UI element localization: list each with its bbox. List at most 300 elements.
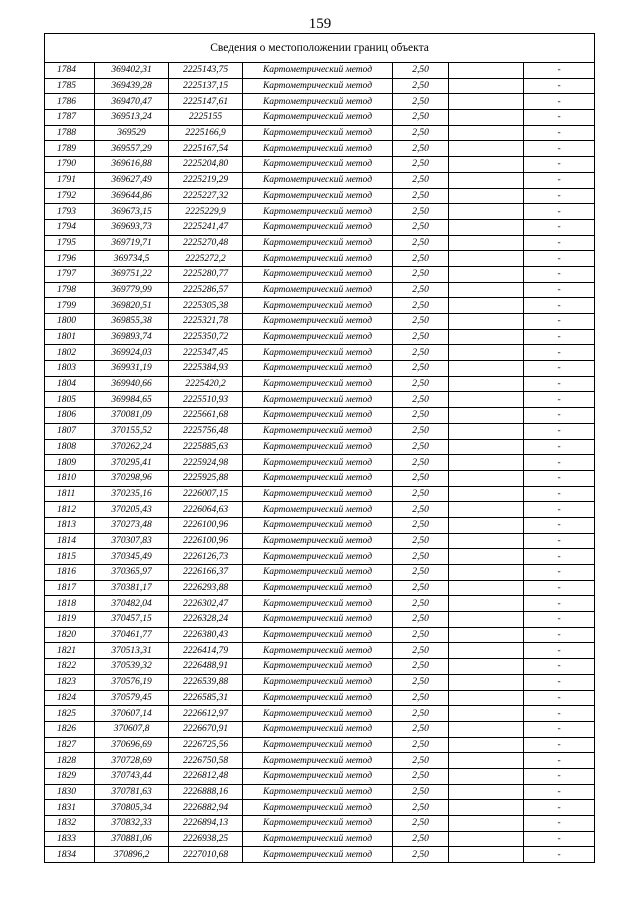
- point-number-cell: 1806: [45, 408, 95, 424]
- point-number-cell: 1827: [45, 737, 95, 753]
- x-coordinate-cell: 370461,77: [95, 627, 169, 643]
- accuracy-cell: 2,50: [393, 376, 449, 392]
- point-number-cell: 1793: [45, 204, 95, 220]
- method-cell: Картометрический метод: [243, 800, 393, 816]
- method-cell: Картометрический метод: [243, 376, 393, 392]
- description-cell: -: [524, 361, 595, 377]
- y-coordinate-cell: 2225756,48: [169, 423, 243, 439]
- accuracy-cell: 2,50: [393, 282, 449, 298]
- point-number-cell: 1789: [45, 141, 95, 157]
- empty-cell: [449, 314, 524, 330]
- description-cell: -: [524, 533, 595, 549]
- method-cell: Картометрический метод: [243, 266, 393, 282]
- empty-cell: [449, 847, 524, 863]
- accuracy-cell: 2,50: [393, 549, 449, 565]
- empty-cell: [449, 721, 524, 737]
- method-cell: Картометрический метод: [243, 345, 393, 361]
- description-cell: -: [524, 172, 595, 188]
- method-cell: Картометрический метод: [243, 63, 393, 79]
- method-cell: Картометрический метод: [243, 110, 393, 126]
- table-row: [45, 470, 595, 486]
- empty-cell: [449, 439, 524, 455]
- description-cell: -: [524, 753, 595, 769]
- table-row: [45, 533, 595, 549]
- point-number-cell: 1800: [45, 314, 95, 330]
- method-cell: Картометрический метод: [243, 565, 393, 581]
- y-coordinate-cell: 2225305,38: [169, 298, 243, 314]
- x-coordinate-cell: 369627,49: [95, 172, 169, 188]
- point-number-cell: 1817: [45, 580, 95, 596]
- y-coordinate-cell: 2226882,94: [169, 800, 243, 816]
- table-row: [45, 266, 595, 282]
- table-row: [45, 204, 595, 220]
- y-coordinate-cell: 2226414,79: [169, 643, 243, 659]
- method-cell: Картометрический метод: [243, 204, 393, 220]
- empty-cell: [449, 141, 524, 157]
- description-cell: -: [524, 847, 595, 863]
- empty-cell: [449, 78, 524, 94]
- table-title: Сведения о местоположении границ объекта: [45, 34, 595, 63]
- method-cell: Картометрический метод: [243, 721, 393, 737]
- y-coordinate-cell: 2226812,48: [169, 768, 243, 784]
- point-number-cell: 1811: [45, 486, 95, 502]
- description-cell: -: [524, 219, 595, 235]
- table-row: [45, 172, 595, 188]
- y-coordinate-cell: 2225420,2: [169, 376, 243, 392]
- description-cell: -: [524, 627, 595, 643]
- point-number-cell: 1788: [45, 125, 95, 141]
- description-cell: -: [524, 125, 595, 141]
- point-number-cell: 1816: [45, 565, 95, 581]
- empty-cell: [449, 219, 524, 235]
- boundary-coordinates-table: [44, 33, 595, 863]
- method-cell: Картометрический метод: [243, 188, 393, 204]
- accuracy-cell: 2,50: [393, 517, 449, 533]
- method-cell: Картометрический метод: [243, 392, 393, 408]
- method-cell: Картометрический метод: [243, 94, 393, 110]
- table-row: [45, 517, 595, 533]
- method-cell: Картометрический метод: [243, 157, 393, 173]
- point-number-cell: 1807: [45, 423, 95, 439]
- accuracy-cell: 2,50: [393, 266, 449, 282]
- table-row: [45, 565, 595, 581]
- x-coordinate-cell: 370539,32: [95, 659, 169, 675]
- empty-cell: [449, 94, 524, 110]
- point-number-cell: 1804: [45, 376, 95, 392]
- accuracy-cell: 2,50: [393, 596, 449, 612]
- method-cell: Картометрический метод: [243, 706, 393, 722]
- y-coordinate-cell: 2226293,88: [169, 580, 243, 596]
- description-cell: -: [524, 816, 595, 832]
- accuracy-cell: 2,50: [393, 674, 449, 690]
- description-cell: -: [524, 345, 595, 361]
- method-cell: Картометрический метод: [243, 816, 393, 832]
- x-coordinate-cell: 370295,41: [95, 455, 169, 471]
- point-number-cell: 1798: [45, 282, 95, 298]
- x-coordinate-cell: 370781,63: [95, 784, 169, 800]
- accuracy-cell: 2,50: [393, 204, 449, 220]
- point-number-cell: 1822: [45, 659, 95, 675]
- description-cell: -: [524, 423, 595, 439]
- description-cell: -: [524, 659, 595, 675]
- y-coordinate-cell: 2226488,91: [169, 659, 243, 675]
- accuracy-cell: 2,50: [393, 314, 449, 330]
- empty-cell: [449, 157, 524, 173]
- method-cell: Картометрический метод: [243, 439, 393, 455]
- method-cell: Картометрический метод: [243, 533, 393, 549]
- x-coordinate-cell: 369734,5: [95, 251, 169, 267]
- description-cell: -: [524, 470, 595, 486]
- point-number-cell: 1791: [45, 172, 95, 188]
- description-cell: -: [524, 63, 595, 79]
- method-cell: Картометрический метод: [243, 423, 393, 439]
- table-row: [45, 612, 595, 628]
- y-coordinate-cell: 2226725,56: [169, 737, 243, 753]
- accuracy-cell: 2,50: [393, 361, 449, 377]
- x-coordinate-cell: 369820,51: [95, 298, 169, 314]
- method-cell: Картометрический метод: [243, 78, 393, 94]
- point-number-cell: 1815: [45, 549, 95, 565]
- accuracy-cell: 2,50: [393, 63, 449, 79]
- point-number-cell: 1805: [45, 392, 95, 408]
- point-number-cell: 1828: [45, 753, 95, 769]
- description-cell: -: [524, 376, 595, 392]
- empty-cell: [449, 800, 524, 816]
- empty-cell: [449, 423, 524, 439]
- table-row: [45, 580, 595, 596]
- method-cell: Картометрический метод: [243, 517, 393, 533]
- point-number-cell: 1810: [45, 470, 95, 486]
- y-coordinate-cell: 2225270,48: [169, 235, 243, 251]
- method-cell: Картометрический метод: [243, 172, 393, 188]
- description-cell: -: [524, 549, 595, 565]
- empty-cell: [449, 533, 524, 549]
- point-number-cell: 1787: [45, 110, 95, 126]
- description-cell: -: [524, 643, 595, 659]
- accuracy-cell: 2,50: [393, 235, 449, 251]
- point-number-cell: 1813: [45, 517, 95, 533]
- empty-cell: [449, 596, 524, 612]
- method-cell: Картометрический метод: [243, 251, 393, 267]
- point-number-cell: 1826: [45, 721, 95, 737]
- accuracy-cell: 2,50: [393, 706, 449, 722]
- description-cell: -: [524, 721, 595, 737]
- empty-cell: [449, 784, 524, 800]
- point-number-cell: 1785: [45, 78, 95, 94]
- x-coordinate-cell: 369470,47: [95, 94, 169, 110]
- description-cell: -: [524, 110, 595, 126]
- y-coordinate-cell: 2226539,88: [169, 674, 243, 690]
- point-number-cell: 1831: [45, 800, 95, 816]
- point-number-cell: 1803: [45, 361, 95, 377]
- point-number-cell: 1818: [45, 596, 95, 612]
- y-coordinate-cell: 2226100,96: [169, 533, 243, 549]
- empty-cell: [449, 298, 524, 314]
- table-row: [45, 439, 595, 455]
- accuracy-cell: 2,50: [393, 690, 449, 706]
- y-coordinate-cell: 2225286,57: [169, 282, 243, 298]
- x-coordinate-cell: 369751,22: [95, 266, 169, 282]
- description-cell: -: [524, 737, 595, 753]
- y-coordinate-cell: 2226064,63: [169, 502, 243, 518]
- table-row: [45, 408, 595, 424]
- y-coordinate-cell: 2225227,32: [169, 188, 243, 204]
- table-row: [45, 816, 595, 832]
- x-coordinate-cell: 370457,15: [95, 612, 169, 628]
- x-coordinate-cell: 370896,2: [95, 847, 169, 863]
- table-row: [45, 125, 595, 141]
- x-coordinate-cell: 369557,29: [95, 141, 169, 157]
- table-row: [45, 392, 595, 408]
- table-row: [45, 298, 595, 314]
- table-row: [45, 141, 595, 157]
- table-title-row: [45, 34, 595, 63]
- x-coordinate-cell: 369402,31: [95, 63, 169, 79]
- empty-cell: [449, 408, 524, 424]
- description-cell: -: [524, 690, 595, 706]
- table-row: [45, 251, 595, 267]
- point-number-cell: 1796: [45, 251, 95, 267]
- description-cell: -: [524, 596, 595, 612]
- method-cell: Картометрический метод: [243, 753, 393, 769]
- y-coordinate-cell: 2225510,93: [169, 392, 243, 408]
- table-row: [45, 643, 595, 659]
- y-coordinate-cell: 2227010,68: [169, 847, 243, 863]
- x-coordinate-cell: 370607,8: [95, 721, 169, 737]
- empty-cell: [449, 63, 524, 79]
- y-coordinate-cell: 2226612,97: [169, 706, 243, 722]
- table-row: [45, 549, 595, 565]
- x-coordinate-cell: 369693,73: [95, 219, 169, 235]
- y-coordinate-cell: 2225204,80: [169, 157, 243, 173]
- empty-cell: [449, 565, 524, 581]
- description-cell: -: [524, 612, 595, 628]
- x-coordinate-cell: 370513,31: [95, 643, 169, 659]
- accuracy-cell: 2,50: [393, 753, 449, 769]
- y-coordinate-cell: 2225147,61: [169, 94, 243, 110]
- description-cell: -: [524, 78, 595, 94]
- description-cell: -: [524, 502, 595, 518]
- method-cell: Картометрический метод: [243, 298, 393, 314]
- accuracy-cell: 2,50: [393, 784, 449, 800]
- description-cell: -: [524, 94, 595, 110]
- empty-cell: [449, 235, 524, 251]
- point-number-cell: 1821: [45, 643, 95, 659]
- point-number-cell: 1820: [45, 627, 95, 643]
- table-row: [45, 627, 595, 643]
- y-coordinate-cell: 2225925,88: [169, 470, 243, 486]
- table-body: [45, 34, 595, 863]
- table-row: [45, 784, 595, 800]
- table-row: [45, 423, 595, 439]
- y-coordinate-cell: 2226100,96: [169, 517, 243, 533]
- point-number-cell: 1809: [45, 455, 95, 471]
- description-cell: -: [524, 251, 595, 267]
- method-cell: Картометрический метод: [243, 690, 393, 706]
- empty-cell: [449, 753, 524, 769]
- point-number-cell: 1823: [45, 674, 95, 690]
- table-row: [45, 110, 595, 126]
- accuracy-cell: 2,50: [393, 737, 449, 753]
- y-coordinate-cell: 2225321,78: [169, 314, 243, 330]
- description-cell: -: [524, 188, 595, 204]
- description-cell: -: [524, 439, 595, 455]
- method-cell: Картометрический метод: [243, 784, 393, 800]
- table-row: [45, 219, 595, 235]
- y-coordinate-cell: 2225384,93: [169, 361, 243, 377]
- method-cell: Картометрический метод: [243, 314, 393, 330]
- empty-cell: [449, 549, 524, 565]
- y-coordinate-cell: 2226670,91: [169, 721, 243, 737]
- point-number-cell: 1819: [45, 612, 95, 628]
- description-cell: -: [524, 157, 595, 173]
- table-row: [45, 674, 595, 690]
- accuracy-cell: 2,50: [393, 580, 449, 596]
- y-coordinate-cell: 2225885,63: [169, 439, 243, 455]
- accuracy-cell: 2,50: [393, 94, 449, 110]
- accuracy-cell: 2,50: [393, 298, 449, 314]
- y-coordinate-cell: 2225137,15: [169, 78, 243, 94]
- accuracy-cell: 2,50: [393, 627, 449, 643]
- accuracy-cell: 2,50: [393, 612, 449, 628]
- x-coordinate-cell: 370155,52: [95, 423, 169, 439]
- accuracy-cell: 2,50: [393, 831, 449, 847]
- empty-cell: [449, 204, 524, 220]
- x-coordinate-cell: 370832,33: [95, 816, 169, 832]
- table-row: [45, 94, 595, 110]
- x-coordinate-cell: 370728,69: [95, 753, 169, 769]
- table-row: [45, 502, 595, 518]
- description-cell: -: [524, 831, 595, 847]
- point-number-cell: 1790: [45, 157, 95, 173]
- description-cell: -: [524, 517, 595, 533]
- empty-cell: [449, 674, 524, 690]
- point-number-cell: 1832: [45, 816, 95, 832]
- x-coordinate-cell: 370205,43: [95, 502, 169, 518]
- point-number-cell: 1829: [45, 768, 95, 784]
- accuracy-cell: 2,50: [393, 172, 449, 188]
- method-cell: Картометрический метод: [243, 219, 393, 235]
- table-row: [45, 455, 595, 471]
- empty-cell: [449, 690, 524, 706]
- method-cell: Картометрический метод: [243, 847, 393, 863]
- empty-cell: [449, 282, 524, 298]
- empty-cell: [449, 580, 524, 596]
- accuracy-cell: 2,50: [393, 847, 449, 863]
- y-coordinate-cell: 2225272,2: [169, 251, 243, 267]
- accuracy-cell: 2,50: [393, 219, 449, 235]
- empty-cell: [449, 517, 524, 533]
- accuracy-cell: 2,50: [393, 659, 449, 675]
- empty-cell: [449, 251, 524, 267]
- point-number-cell: 1830: [45, 784, 95, 800]
- y-coordinate-cell: 2225350,72: [169, 329, 243, 345]
- x-coordinate-cell: 370482,04: [95, 596, 169, 612]
- description-cell: -: [524, 235, 595, 251]
- description-cell: -: [524, 706, 595, 722]
- description-cell: -: [524, 282, 595, 298]
- x-coordinate-cell: 370576,19: [95, 674, 169, 690]
- point-number-cell: 1786: [45, 94, 95, 110]
- x-coordinate-cell: 370579,45: [95, 690, 169, 706]
- x-coordinate-cell: 370381,17: [95, 580, 169, 596]
- description-cell: -: [524, 580, 595, 596]
- accuracy-cell: 2,50: [393, 329, 449, 345]
- method-cell: Картометрический метод: [243, 643, 393, 659]
- table-row: [45, 376, 595, 392]
- point-number-cell: 1792: [45, 188, 95, 204]
- accuracy-cell: 2,50: [393, 533, 449, 549]
- method-cell: Картометрический метод: [243, 455, 393, 471]
- table-row: [45, 706, 595, 722]
- accuracy-cell: 2,50: [393, 157, 449, 173]
- point-number-cell: 1808: [45, 439, 95, 455]
- table-row: [45, 690, 595, 706]
- empty-cell: [449, 188, 524, 204]
- empty-cell: [449, 643, 524, 659]
- point-number-cell: 1814: [45, 533, 95, 549]
- table-row: [45, 737, 595, 753]
- description-cell: -: [524, 408, 595, 424]
- accuracy-cell: 2,50: [393, 78, 449, 94]
- y-coordinate-cell: 2225661,68: [169, 408, 243, 424]
- description-cell: -: [524, 141, 595, 157]
- method-cell: Картометрический метод: [243, 596, 393, 612]
- y-coordinate-cell: 2226302,47: [169, 596, 243, 612]
- table-row: [45, 753, 595, 769]
- empty-cell: [449, 486, 524, 502]
- empty-cell: [449, 706, 524, 722]
- empty-cell: [449, 266, 524, 282]
- x-coordinate-cell: 369644,86: [95, 188, 169, 204]
- accuracy-cell: 2,50: [393, 643, 449, 659]
- empty-cell: [449, 125, 524, 141]
- y-coordinate-cell: 2226328,24: [169, 612, 243, 628]
- method-cell: Картометрический метод: [243, 408, 393, 424]
- accuracy-cell: 2,50: [393, 502, 449, 518]
- method-cell: Картометрический метод: [243, 627, 393, 643]
- description-cell: -: [524, 768, 595, 784]
- empty-cell: [449, 502, 524, 518]
- point-number-cell: 1802: [45, 345, 95, 361]
- y-coordinate-cell: 2225924,98: [169, 455, 243, 471]
- x-coordinate-cell: 370345,49: [95, 549, 169, 565]
- method-cell: Картометрический метод: [243, 486, 393, 502]
- description-cell: -: [524, 455, 595, 471]
- y-coordinate-cell: 2226750,58: [169, 753, 243, 769]
- y-coordinate-cell: 2226585,31: [169, 690, 243, 706]
- empty-cell: [449, 831, 524, 847]
- description-cell: -: [524, 392, 595, 408]
- empty-cell: [449, 659, 524, 675]
- table-row: [45, 329, 595, 345]
- y-coordinate-cell: 2226166,37: [169, 565, 243, 581]
- empty-cell: [449, 627, 524, 643]
- y-coordinate-cell: 2226888,16: [169, 784, 243, 800]
- method-cell: Картометрический метод: [243, 612, 393, 628]
- x-coordinate-cell: 370273,48: [95, 517, 169, 533]
- x-coordinate-cell: 370081,09: [95, 408, 169, 424]
- x-coordinate-cell: 370307,83: [95, 533, 169, 549]
- y-coordinate-cell: 2225280,77: [169, 266, 243, 282]
- empty-cell: [449, 768, 524, 784]
- empty-cell: [449, 110, 524, 126]
- point-number-cell: 1824: [45, 690, 95, 706]
- empty-cell: [449, 737, 524, 753]
- y-coordinate-cell: 2225167,54: [169, 141, 243, 157]
- description-cell: -: [524, 314, 595, 330]
- x-coordinate-cell: 370696,69: [95, 737, 169, 753]
